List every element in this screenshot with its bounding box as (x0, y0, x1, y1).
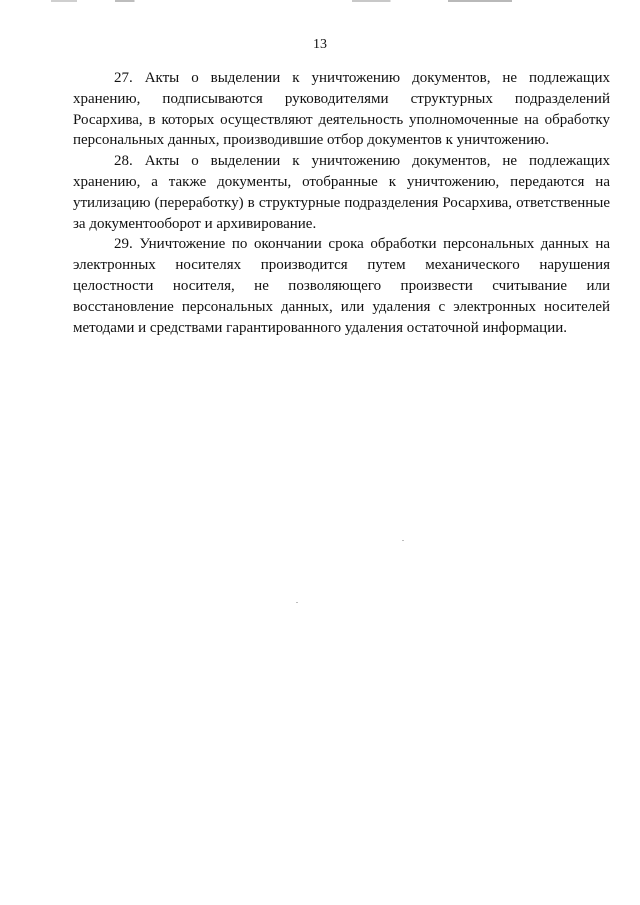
scan-speck (402, 540, 404, 541)
document-body (73, 68, 610, 338)
paragraph-29: 29. Уничтожение по окончании срока обработки персональных данных на электронных носителях производится путем механического нарушения целостности носителя, не позволяющего произвести считывание или восстановление персональных данных, или удаления с электронных носителей методами и средствами гарантированного удаления остаточной информации. (73, 236, 610, 336)
scan-top-edge (0, 0, 640, 2)
paragraph-27: 27. Акты о выделении к уничтожению документов, не подлежащих хранению, подписываются руководителями структурных подразделений Росархива, в которых осуществляют деятельность уполномоченные на обработку персональных данных, производившие отбор документов к уничтожению. (73, 70, 610, 149)
paragraph-28: 28. Акты о выделении к уничтожению документов, не подлежащих хранению, а также документы, отобранные к уничтожению, передаются на утилизацию (переработку) в структурные подразделения Росархива, ответственные за документооборот и архивирование. (73, 153, 610, 232)
scan-speck (296, 602, 298, 603)
page-number: 13 (313, 37, 327, 52)
